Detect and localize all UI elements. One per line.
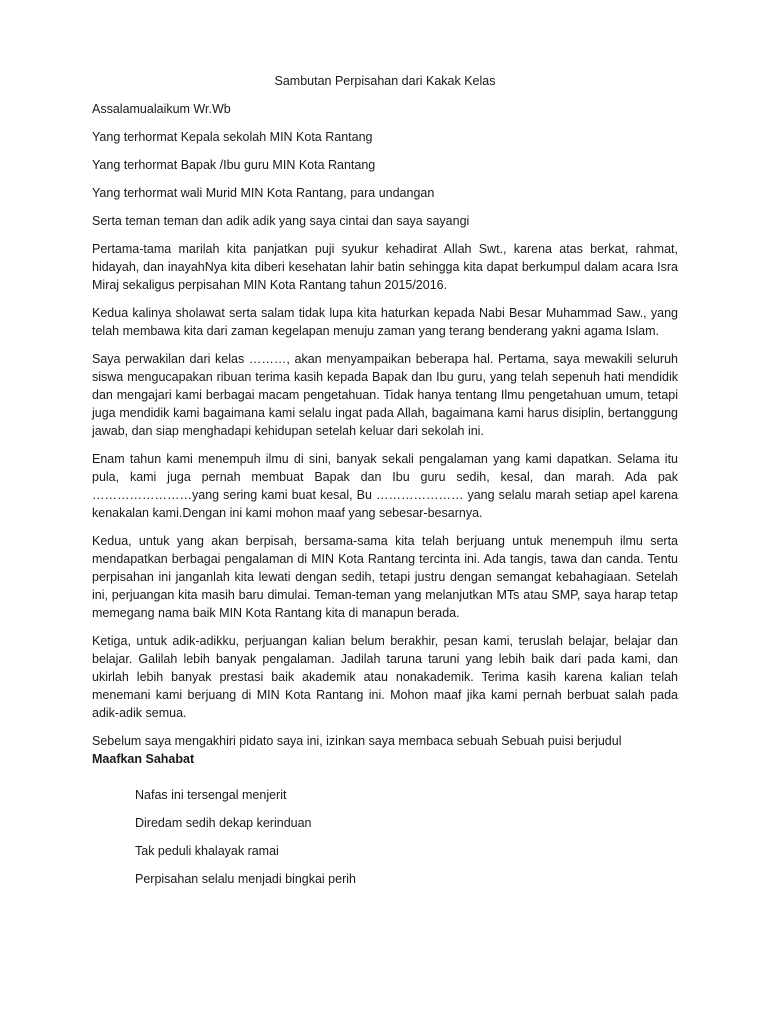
poem-line: Perpisahan selalu menjadi bingkai perih [135,872,356,886]
poem-line: Tak peduli khalayak ramai [135,844,279,858]
poem-line: Diredam sedih dekap kerinduan [135,816,312,830]
paragraph: Ketiga, untuk adik-adikku, perjuangan kalian belum berakhir, pesan kami, teruslah belajar, belajar dan belajar. Galilah lebih banyak pengalaman. Jadilah taruna taruni yang lebih baik dari pada kami, dan ukirlah lebih banyak prestasi baik akademik atau nonakademik. Terima kasih karena kalian telah menemani kami berjuang di MIN Kota Rantang ini. Mohon maaf jika kami pernah berbuat salah pada adik-adik semua. [92,634,678,720]
greeting: Assalamualaikum Wr.Wb [92,102,231,116]
paragraph: Kedua kalinya sholawat serta salam tidak lupa kita haturkan kepada Nabi Besar Muhammad Saw., yang telah membawa kita dari zaman kegelapan menuju zaman yang terang benderang yakni agama Islam. [92,306,678,338]
salutation-line: Yang terhormat wali Murid MIN Kota Rantang, para undangan [92,186,435,200]
paragraph: Enam tahun kami menempuh ilmu di sini, banyak sekali pengalaman yang kami dapatkan. Selama itu pula, kami juga pernah membuat Bapak dan Ibu guru sedih, kesal, dan marah. Ada pak ……………………yang sering kami buat kesal, Bu ………………… yang selalu marah setiap apel karena kenakalan kami.Dengan ini kami mohon maaf yang sebesar-besarnya. [92,452,678,520]
paragraph: Saya perwakilan dari kelas ………, akan menyampaikan beberapa hal. Pertama, saya mewakili seluruh siswa mengucapakan ribuan terima kasih kepada Bapak dan Ibu guru, yang telah sepenuh hati mendidik dan mengajari kami berbagai macam pengetahuan. Tidak hanya tentang Ilmu pengetahuan umum, tetapi juga mendidik kami bagaimana kami selalu ingat pada Allah, bagaimana kami harus disiplin, bertanggung jawab, dan siap menghadapi kehidupan setelah keluar dari sekolah ini. [92,352,678,438]
closing-paragraph [92,732,678,768]
poem [92,786,678,888]
salutation-line: Yang terhormat Kepala sekolah MIN Kota Rantang [92,130,373,144]
closing-intro: Sebelum saya mengakhiri pidato saya ini, izinkan saya membaca sebuah Sebuah puisi berjudul [92,734,622,748]
paragraph: Pertama-tama marilah kita panjatkan puji syukur kehadirat Allah Swt., karena atas berkat, rahmat, hidayah, dan inayahNya kita diberi kesehatan lahir batin sehingga kita dapat berkumpul dalam acara Isra Miraj sekaligus perpisahan MIN Kota Rantang tahun 2015/2016. [92,242,678,292]
salutation-line: Serta teman teman dan adik adik yang saya cintai dan saya sayangi [92,214,470,228]
document-title: Sambutan Perpisahan dari Kakak Kelas [274,74,496,88]
poem-line: Nafas ini tersengal menjerit [135,788,287,802]
salutation-line: Yang terhormat Bapak /Ibu guru MIN Kota Rantang [92,158,376,172]
document-page [92,72,678,898]
poem-title: Maafkan Sahabat [92,752,195,766]
paragraph: Kedua, untuk yang akan berpisah, bersama-sama kita telah berjuang untuk menempuh ilmu serta mendapatkan berbagai pengalaman di MIN Kota Rantang tercinta ini. Ada tangis, tawa dan canda. Tentu perpisahan ini janganlah kita lewati dengan sedih, tetapi justru dengan semangat kebahagiaan. Setelah ini, perjuangan kita masih baru dimulai. Teman-teman yang melanjutkan MTs atau SMP, saya harap tetap memegang nama baik MIN Kota Rantang kita di manapun berada. [92,534,678,620]
